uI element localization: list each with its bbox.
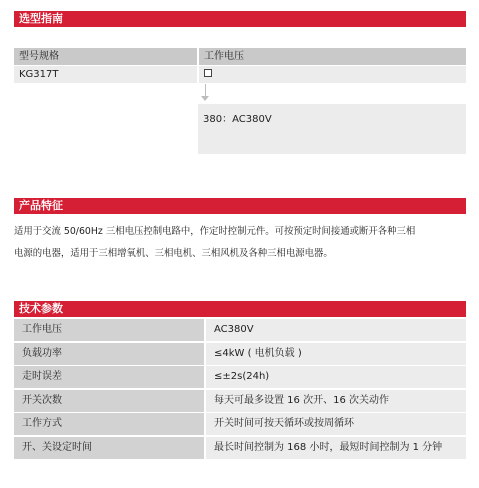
spec-key: 负载功率 xyxy=(14,343,204,365)
spec-row xyxy=(14,437,466,459)
spec-row xyxy=(14,343,466,365)
feature-line-1: 适用于交流 50/60Hz 三相电压控制电路中，作定时控制元件。可按预定时间接通或断开各种三相 xyxy=(14,226,416,237)
feature-line-2: 电源的电器，适用于三相增氧机、三相电机、三相风机及各种三相电源电器。 xyxy=(14,248,333,259)
product-features-description xyxy=(14,221,469,265)
spec-key: 开、关设定时间 xyxy=(14,437,204,459)
product-features-title: 产品特征 xyxy=(19,199,63,212)
spec-row xyxy=(14,413,466,435)
spec-value: 开关时间可按天循环或按周循环 xyxy=(206,413,466,435)
product-features-header xyxy=(14,198,466,214)
spec-row xyxy=(14,390,466,412)
selection-table-data-row xyxy=(14,66,466,83)
arrow-down-icon xyxy=(201,96,209,101)
spec-row xyxy=(14,366,466,388)
spec-key: 开关次数 xyxy=(14,390,204,412)
tech-specs-table xyxy=(14,319,466,460)
spec-value: ≤±2s(24h) xyxy=(206,366,466,388)
spec-value: 每天可最多设置 16 次开、16 次关动作 xyxy=(206,390,466,412)
column-header-voltage: 工作电压 xyxy=(199,48,466,65)
voltage-option-box xyxy=(198,104,466,154)
spec-row xyxy=(14,319,466,341)
spec-key: 工作方式 xyxy=(14,413,204,435)
selection-table-header-row xyxy=(14,48,466,65)
spec-value: AC380V xyxy=(206,319,466,341)
spec-key: 工作电压 xyxy=(14,319,204,341)
voltage-placeholder-box xyxy=(204,69,212,77)
model-cell: KG317T xyxy=(14,66,197,83)
selection-guide-header xyxy=(14,11,466,27)
selection-table xyxy=(14,48,466,83)
spec-key: 走时误差 xyxy=(14,366,204,388)
spec-value: 最长时间控制为 168 小时，最短时间控制为 1 分钟 xyxy=(206,437,466,459)
column-header-model: 型号规格 xyxy=(14,48,197,65)
voltage-cell xyxy=(199,66,466,83)
voltage-option-text: 380：AC380V xyxy=(203,114,272,125)
spec-value: ≤4kW ( 电机负载 ) xyxy=(206,343,466,365)
tech-specs-header xyxy=(14,301,466,317)
tech-specs-title: 技术参数 xyxy=(19,302,63,315)
selection-guide-title: 选型指南 xyxy=(19,12,63,25)
